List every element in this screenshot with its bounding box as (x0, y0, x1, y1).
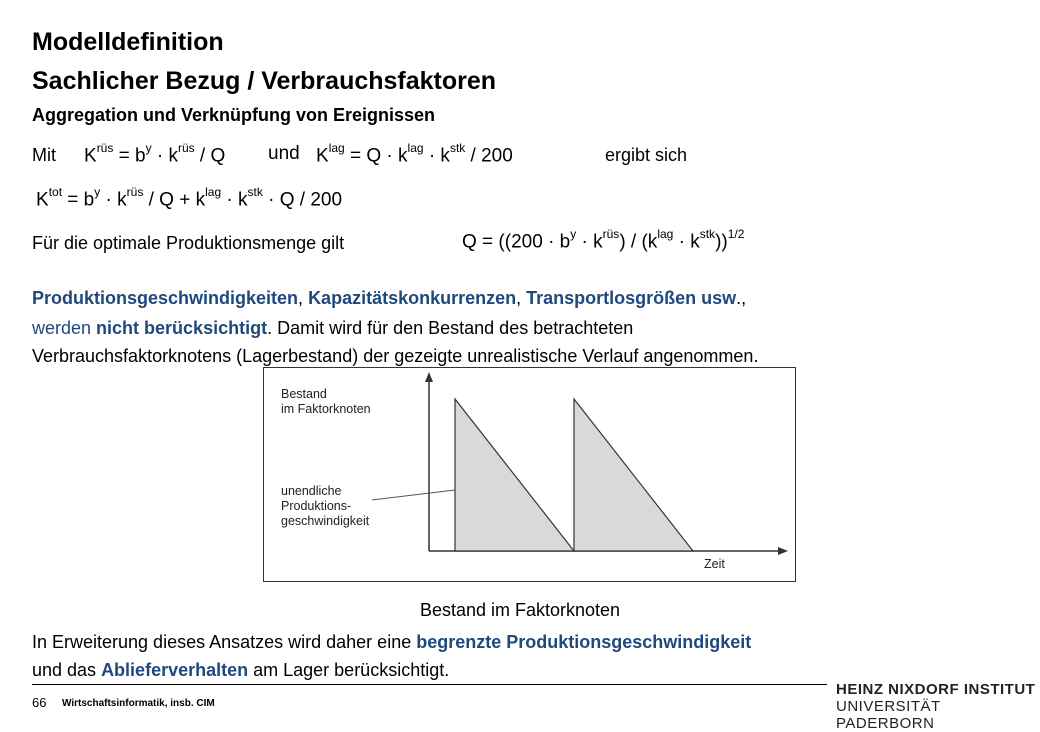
ergibt-label: ergibt sich (605, 145, 688, 165)
inventory-figure (263, 367, 796, 582)
footer-divider (32, 684, 827, 685)
institute-logo-line1: HEINZ NIXDORF INSTITUT (836, 681, 1036, 698)
sawtooth-triangle-2 (574, 399, 693, 551)
paragraph1-line2 (32, 318, 633, 339)
paragraph2-und: und das (32, 660, 102, 680)
term-ablieferverhalten: Ablieferverhalten (101, 660, 249, 680)
und-label: und (268, 143, 300, 164)
footer-organization: Wirtschaftsinformatik, insb. CIM (62, 698, 215, 709)
paragraph1-line3: Verbrauchsfaktorknotens (Lagerbestand) der gezeigte unrealistische Verlauf angenommen. (32, 346, 759, 366)
inventory-diagram (264, 368, 795, 581)
separator-2: , (516, 288, 527, 308)
x-axis-arrow (778, 547, 788, 555)
sawtooth-triangle-1 (455, 399, 574, 551)
separator-1: , (298, 288, 309, 308)
page-subtitle: Aggregation und Verknüpfung von Ereignissen (32, 105, 436, 125)
formula-k-tot: $K^{tot} = b^y \cdot k^{rüs} / Q + k^{lag} \cdot k^{stk} \cdot Q / 200$ (36, 185, 343, 211)
paragraph2-end: am Lager berücksichtigt. (248, 660, 450, 680)
page-title-line1: Modelldefinition (32, 28, 224, 56)
y-axis-arrow (425, 372, 433, 382)
optimal-intro: Für die optimale Produktionsmenge gilt (32, 233, 345, 253)
separator-3: ., (736, 288, 747, 308)
paragraph2-intro: In Erweiterung dieses Ansatzes wird daher eine (32, 632, 417, 652)
term-transportlosgroessen: Transportlosgrößen usw (526, 288, 737, 308)
y-axis-label-line2: im Faktorknoten (281, 402, 371, 416)
formula-k-lag: $K^{lag} = Q \cdot k^{lag} \cdot k^{stk} / 200$ (316, 141, 513, 167)
paragraph1-line1 (32, 288, 746, 309)
werden-text: werden (32, 318, 97, 338)
paragraph1-continuation: . Damit wird für den Bestand des betrachteten (267, 318, 634, 338)
term-produktionsgeschwindigkeiten: Produktionsgeschwindigkeiten (32, 288, 299, 308)
term-kapazitaetskonkurrenzen: Kapazitätskonkurrenzen (308, 288, 517, 308)
page-title-line2: Sachlicher Bezug / Verbrauchsfaktoren (32, 67, 497, 95)
x-axis-label: Zeit (704, 557, 725, 571)
paragraph2-line2 (32, 660, 449, 681)
annotation-leader (372, 490, 455, 500)
term-nicht-beruecksichtigt: nicht berücksichtigt (96, 318, 268, 338)
institute-logo-line2: UNIVERSITÄT PADERBORN (836, 698, 941, 732)
term-begrenzte-produktionsgeschwindigkeit: begrenzte Produktionsgeschwindigkeit (416, 632, 752, 652)
formula-k-ruest: $K^{rüs} = b^y \cdot k^{rüs} / Q$ (84, 141, 226, 167)
y-axis-label-line1: Bestand (281, 387, 327, 401)
mit-label: Mit (32, 145, 56, 165)
annotation-line3: geschwindigkeit (281, 514, 370, 528)
page-number: 66 (32, 695, 47, 710)
annotation-line2: Produktions- (281, 499, 352, 513)
formula-q-opt: $Q = ((200 \cdot b^y \cdot k^{rüs}) / (k^{lag} \cdot k^{stk}))^{1/2}$ (462, 227, 745, 253)
paragraph2-line1 (32, 632, 751, 653)
annotation-line1: unendliche (281, 484, 342, 498)
figure-caption: Bestand im Faktorknoten (419, 600, 621, 620)
